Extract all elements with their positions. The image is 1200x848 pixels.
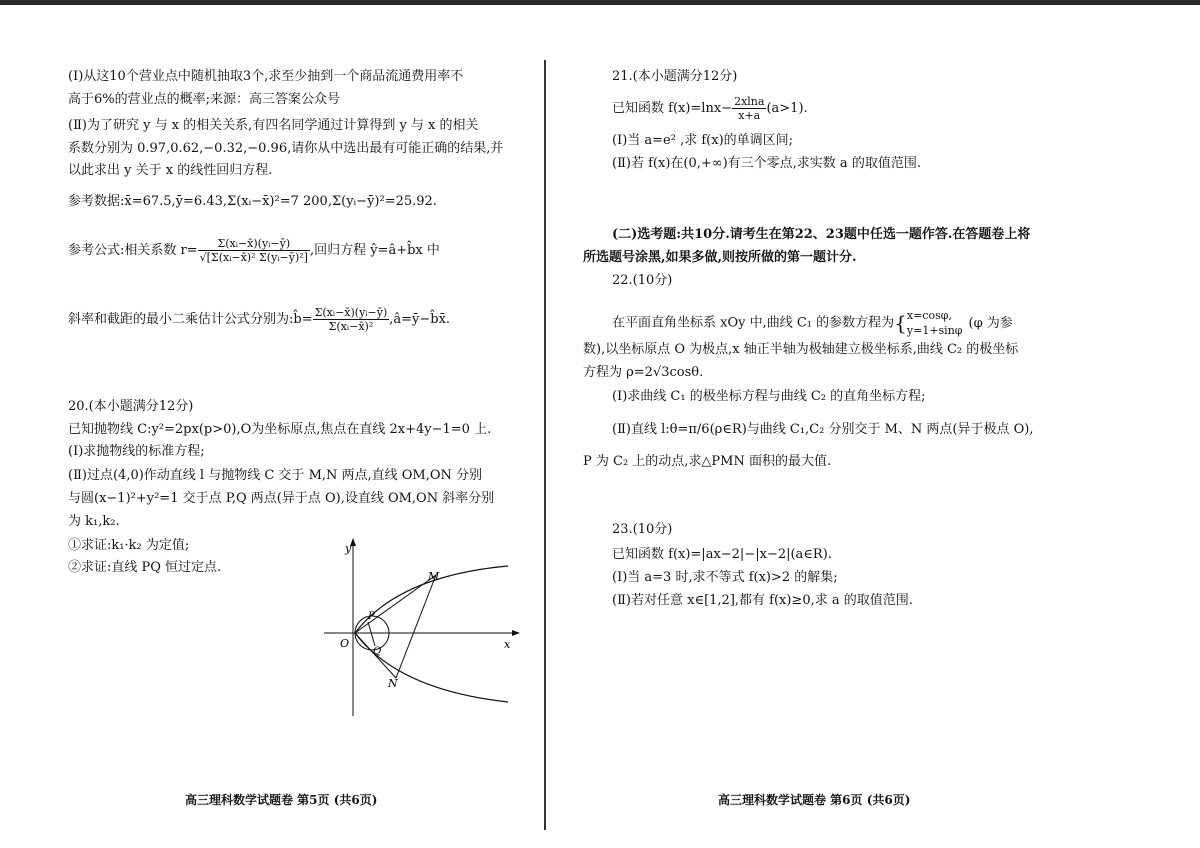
param-system: [907, 308, 963, 338]
q20-line3: (Ⅱ)过点(4,0)作动直线 l 与抛物线 C 交于 M,N 两点,直线 OM,ON 分别: [68, 468, 483, 483]
q21-line2: (Ⅰ)当 a=e² ,求 f(x)的单调区间;: [612, 133, 794, 148]
label-o: O: [340, 637, 350, 650]
param-eq-y: y=1+sinφ: [906, 324, 963, 337]
q22-line3: 方程为 ρ=2√3cosθ.: [583, 365, 704, 380]
r-fraction: [198, 237, 310, 264]
q22-line1-suffix: (φ 为参: [968, 315, 1013, 331]
q21-line1-prefix: 已知函数 f(x)=lnx−: [612, 101, 733, 116]
b-numerator: Σ(xᵢ−x̄)(yᵢ−ȳ): [314, 306, 388, 319]
q21-line1: [612, 95, 808, 122]
b-denominator: Σ(xᵢ−x̄)²: [328, 320, 374, 333]
label-p: P: [368, 611, 375, 622]
label-q: Q: [373, 646, 382, 657]
optional-section-line1: (二)选考题:共10分.请考生在第22、23题中任选一题作答.在答题卷上将: [612, 227, 1031, 242]
q20-line4: 与圆(x−1)²+y²=1 交于点 P,Q 两点(异于点 O),设直线 OM,ON 斜率分别: [68, 491, 495, 506]
q23-line3: (Ⅱ)若对任意 x∈[1,2],都有 f(x)≥0,求 a 的取值范围.: [612, 593, 913, 608]
q20-line7: ②求证:直线 PQ 恒过定点.: [68, 560, 222, 575]
ref-formula-b-suffix: ,â=ȳ−b̂x̄.: [389, 312, 451, 327]
ref-formula-r-prefix: 参考公式:相关系数 r=: [68, 243, 198, 258]
x-axis-arrow-icon: [512, 630, 520, 636]
ref-formula-r-suffix: ,回归方程 ŷ=â+b̂x 中: [309, 243, 440, 258]
q21-fraction: [732, 95, 766, 122]
q19-part2-line3: 以此求出 y 关于 x 的线性回归方程.: [68, 163, 273, 178]
r-denominator: √[Σ(xᵢ−x̄)² Σ(yᵢ−ȳ)²]: [199, 251, 308, 264]
optional-section-line2: 所选题号涂黑,如果多做,则按所做的第一题计分.: [583, 250, 857, 265]
reference-data: 参考数据:x̄=67.5,ȳ=6.43,Σ(xᵢ−x̄)²=7 200,Σ(yᵢ−ȳ)²=25.92.: [68, 194, 437, 209]
q19-part2-line2: 系数分别为 0.97,0.62,−0.32,−0.96,请你从中选出最有可能正确的结果,并: [68, 141, 504, 156]
label-y: y: [345, 542, 352, 555]
q20-line2: (Ⅰ)求抛物线的标准方程;: [68, 444, 205, 459]
line-mn: [396, 575, 436, 678]
b-fraction: [313, 306, 390, 333]
q22-line5: (Ⅱ)直线 l:θ=π/6(ρ∈R)与曲线 C₁,C₂ 分别交于 M、N 两点(异于极点 O),: [612, 422, 1034, 437]
q22-line6: P 为 C₂ 上的动点,求△PMN 面积的最大值.: [583, 454, 832, 469]
q23-line2: (Ⅰ)当 a=3 时,求不等式 f(x)>2 的解集;: [612, 570, 838, 585]
q20-line1: 已知抛物线 C:y²=2px(p>0),O为坐标原点,焦点在直线 2x+4y−1=0 上.: [68, 422, 492, 437]
q21-title: 21.(本小题满分12分): [612, 69, 738, 84]
line-om: [355, 575, 436, 633]
q20-title: 20.(本小题满分12分): [68, 399, 194, 414]
q20-line5: 为 k₁,k₂.: [68, 514, 120, 529]
q22-line4: (Ⅰ)求曲线 C₁ 的极坐标方程与曲线 C₂ 的直角坐标方程;: [612, 389, 926, 404]
param-eq-x: x=cosφ,: [906, 309, 952, 322]
q23-title: 23.(10分): [612, 522, 673, 537]
q22-line1: [612, 305, 1013, 341]
right-footer: 高三理科数学试题卷 第6页 (共6页): [718, 793, 911, 807]
brace-icon: {: [894, 311, 907, 335]
q19-part1-line1: (Ⅰ)从这10个营业点中随机抽取3个,求至少抽到一个商品流通费用率不: [68, 69, 464, 84]
r-numerator: Σ(xᵢ−x̄)(yᵢ−ȳ): [198, 237, 310, 251]
q21-numerator: 2xlna: [734, 95, 765, 108]
reference-formula-r: [68, 237, 440, 264]
ref-formula-b-prefix: 斜率和截距的最小二乘估计公式分别为:b̂=: [68, 312, 313, 327]
q19-part2-line1: (Ⅱ)为了研究 y 与 x 的相关关系,有四名同学通过计算得到 y 与 x 的相关: [68, 118, 479, 133]
line-pq: [368, 622, 375, 646]
q20-line6: ①求证:k₁·k₂ 为定值;: [68, 538, 190, 553]
label-m: M: [428, 570, 440, 583]
q19-part1-line2: 高于6%的营业点的概率;来源：高三答案公众号: [68, 92, 341, 107]
label-x: x: [504, 638, 511, 651]
label-n: N: [388, 677, 398, 690]
q22-title: 22.(10分): [612, 273, 673, 288]
page-divider: [544, 60, 546, 830]
parabola-figure: [318, 536, 528, 722]
q21-line1-suffix: (a>1).: [766, 101, 808, 116]
q21-line3: (Ⅱ)若 f(x)在(0,+∞)有三个零点,求实数 a 的取值范围.: [612, 156, 921, 171]
q22-line2: 数),以坐标原点 O 为极点,x 轴正半轴为极轴建立极坐标系,曲线 C₂ 的极坐标: [583, 342, 1019, 357]
q23-line1: 已知函数 f(x)=|ax−2|−|x−2|(a∈R).: [612, 547, 832, 562]
reference-formula-b: [68, 306, 450, 333]
scan-edge: [0, 0, 1200, 5]
q21-denominator: x+a: [738, 109, 761, 122]
left-footer: 高三理科数学试题卷 第5页 (共6页): [185, 793, 378, 807]
q22-line1-prefix: 在平面直角坐标系 xOy 中,曲线 C₁ 的参数方程为: [612, 315, 895, 331]
